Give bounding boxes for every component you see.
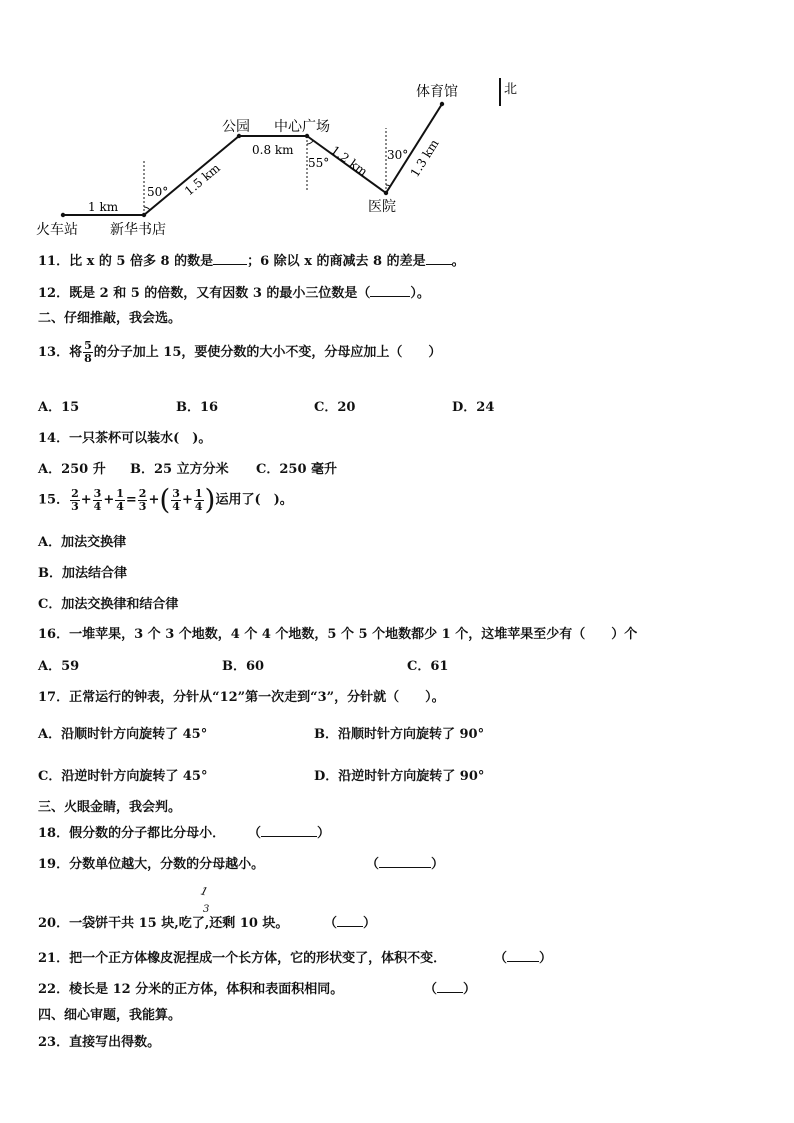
q20-fraction: 1 3 xyxy=(199,884,210,915)
dist-hospital-gym: 1.3 km xyxy=(407,136,442,180)
q21-answer[interactable]: （ ） xyxy=(494,951,553,966)
north-dashed-lines xyxy=(144,128,386,215)
answer-blank[interactable] xyxy=(213,252,247,265)
q15-option-c[interactable]: C．加法交换律和结合律 xyxy=(38,597,179,612)
q17-option-d[interactable]: D．沿逆时针方向旋转了 90° xyxy=(314,769,485,784)
q16-option-b[interactable]: B．60 xyxy=(222,659,265,674)
right-paren: ) xyxy=(204,483,216,516)
q13-option-c[interactable]: C．20 xyxy=(314,400,356,415)
q15-option-b[interactable]: B．加法结合律 xyxy=(38,566,127,581)
q17-option-a[interactable]: A．沿顺时针方向旋转了 45° xyxy=(38,727,208,742)
angle-bookstore: 50° xyxy=(147,185,169,199)
question-11: 11．比 x 的 5 倍多 8 的数是 ；6 除以 x 的商减去 8 的差是 。 xyxy=(38,254,465,269)
q19-answer[interactable]: （ ） xyxy=(366,857,445,872)
q17-option-b[interactable]: B．沿顺时针方向旋转了 90° xyxy=(314,727,485,742)
point-bookstore xyxy=(142,213,146,217)
label-plaza: 中心广场 xyxy=(274,119,330,135)
point-gym xyxy=(440,102,444,106)
q14-option-b[interactable]: B．25 立方分米 xyxy=(130,462,229,477)
fraction: $\frac{3}{4}$ xyxy=(93,486,102,513)
question-16: 16．一堆苹果，3 个 3 个地数，4 个 4 个地数，5 个 5 个地数都少 1 个，这堆苹果至少有（ ）个 xyxy=(38,627,638,642)
dist-plaza-hospital: 1.2 km xyxy=(328,143,371,179)
label-station: 火车站 xyxy=(36,222,78,238)
q14-option-a[interactable]: A．250 升 xyxy=(38,462,106,477)
point-station xyxy=(61,213,65,217)
angle-plaza: 55° xyxy=(308,156,330,170)
label-hospital: 医院 xyxy=(368,199,396,215)
question-15: 15． $\frac{2}{3}$ + $\frac{3}{4}$ + $\frac{1}{4}$ = $\frac{2}{3}$ +( $\frac{3}{4}$ + $\frac{1}{4}$ )运用了( )。 xyxy=(38,483,293,516)
segment-bookstore-park xyxy=(144,136,239,215)
q15-option-a[interactable]: A．加法交换律 xyxy=(38,535,127,550)
label-park: 公园 xyxy=(222,119,250,135)
q13-option-b[interactable]: B．16 xyxy=(176,400,219,415)
q22-answer[interactable]: （ ） xyxy=(424,982,477,997)
question-19: 19．分数单位越大，分数的分母越小。 xyxy=(38,857,265,872)
label-gym: 体育馆 xyxy=(416,84,458,100)
label-bookstore: 新华书店 xyxy=(110,222,166,238)
fraction: $\frac{2}{3}$ xyxy=(138,486,147,513)
fraction: $\frac{3}{4}$ xyxy=(172,486,180,513)
question-13: 13．将 $\frac{5}{8}$ 的分子加上 15，要使分数的大小不变，分母应加上（ ） xyxy=(38,339,442,365)
angle-hospital: 30° xyxy=(387,148,409,162)
dist-bookstore-park: 1.5 km xyxy=(181,160,223,199)
q13-option-d[interactable]: D．24 xyxy=(452,400,495,415)
fraction: $\frac{1}{4}$ xyxy=(116,486,124,513)
answer-blank[interactable] xyxy=(370,284,410,297)
q14-option-c[interactable]: C．250 毫升 xyxy=(256,462,338,477)
left-paren: ( xyxy=(159,483,171,516)
question-14: 14．一只茶杯可以装水( )。 xyxy=(38,431,212,446)
q17-option-c[interactable]: C．沿逆时针方向旋转了 45° xyxy=(38,769,208,784)
dist-station-bookstore: 1 km xyxy=(88,200,119,214)
fraction: $\frac{2}{3}$ xyxy=(71,486,79,513)
route-map xyxy=(0,0,794,245)
answer-blank[interactable] xyxy=(426,252,452,265)
question-18: 18．假分数的分子都比分母小． xyxy=(38,826,226,841)
question-17: 17．正常运行的钟表，分针从“12”第一次走到“3”，分针就（ ）。 xyxy=(38,690,445,705)
point-hospital xyxy=(384,191,388,195)
dist-park-plaza: 0.8 km xyxy=(252,143,294,157)
question-23: 23．直接写出得数。 xyxy=(38,1035,161,1050)
fraction: $\frac{1}{4}$ xyxy=(194,486,203,513)
fraction: $\frac{5}{8}$ xyxy=(84,339,92,365)
question-22: 22．棱长是 12 分米的正方体，体积和表面积相同。 xyxy=(38,982,344,997)
q13-option-a[interactable]: A．15 xyxy=(38,400,80,415)
question-21: 21．把一个正方体橡皮泥捏成一个长方体，它的形状变了，体积不变． xyxy=(38,951,447,966)
question-12: 12．既是 2 和 5 的倍数，又有因数 3 的最小三位数是（ ）。 xyxy=(38,286,430,301)
section-4-title: 四、细心审题，我能算。 xyxy=(38,1008,182,1023)
section-3-title: 三、火眼金睛，我会判。 xyxy=(38,800,182,815)
q16-option-c[interactable]: C．61 xyxy=(407,659,449,674)
question-20: 20．一袋饼干共 15 块,吃了,还剩 10 块。 xyxy=(38,916,289,931)
section-2-title: 二、仔细推敲，我会选。 xyxy=(38,311,182,326)
north-label: 北 xyxy=(504,82,518,97)
q20-answer[interactable]: （ ） xyxy=(324,916,377,931)
q18-answer[interactable]: （ ） xyxy=(248,826,331,841)
q16-option-a[interactable]: A．59 xyxy=(38,659,80,674)
